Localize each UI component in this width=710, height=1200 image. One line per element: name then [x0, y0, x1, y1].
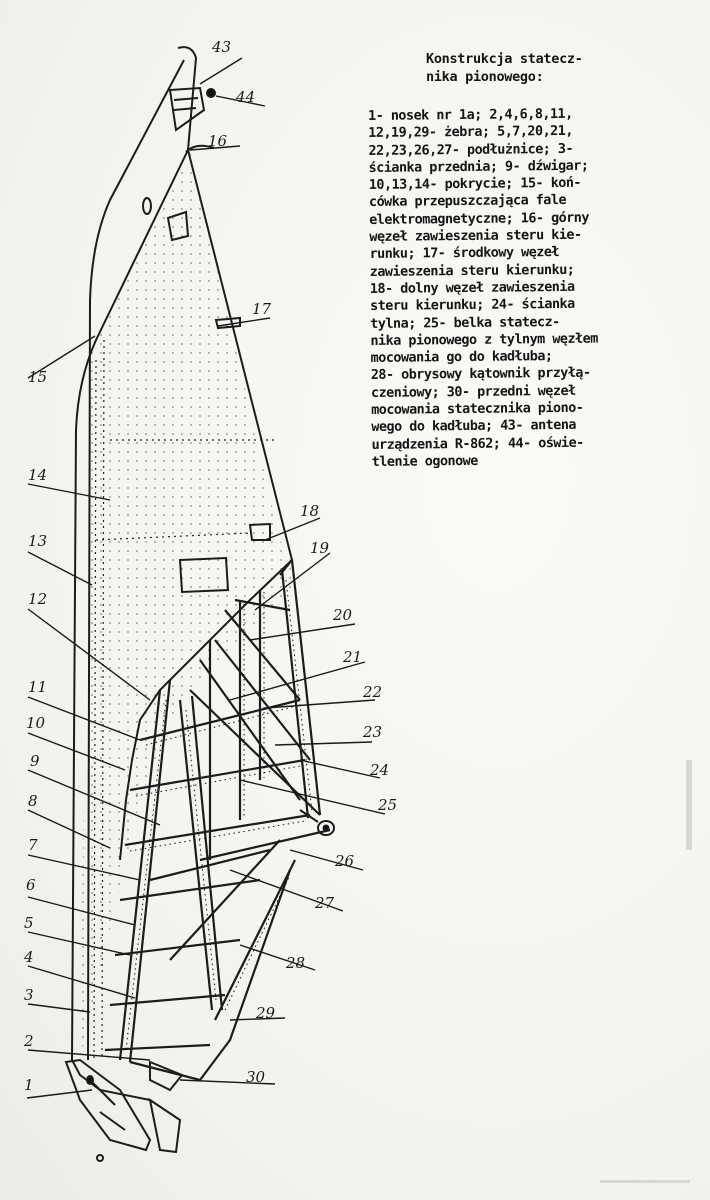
- callout-14: 14: [28, 466, 48, 484]
- callout-21: 21: [343, 648, 363, 666]
- callout-11: 11: [28, 678, 48, 696]
- callout-7: 7: [28, 836, 38, 854]
- callout-19: 19: [310, 539, 330, 557]
- leader-20: [250, 624, 355, 640]
- leader-24: [300, 760, 380, 778]
- leader-23: [275, 742, 372, 745]
- callout-2: 2: [24, 1032, 34, 1050]
- caption-line: tylna; 25- belka statecz-: [370, 313, 560, 332]
- callout-28: 28: [286, 954, 306, 972]
- leader-3: [28, 1004, 90, 1012]
- caption-body: [368, 104, 710, 471]
- leader-21: [230, 662, 365, 700]
- callout-18: 18: [300, 502, 320, 520]
- callout-12: 12: [28, 590, 48, 608]
- caption-line: mocowania go do kadłuba;: [370, 348, 553, 367]
- caption-line: 1- nosek nr 1a; 2,4,6,8,11,: [368, 105, 573, 124]
- caption-title: Konstrukcja statecz- nika pionowego:: [426, 51, 583, 85]
- callout-26: 26: [335, 852, 355, 870]
- caption-line: ścianka przednia; 9- dźwigar;: [368, 157, 589, 176]
- callout-16: 16: [208, 132, 228, 150]
- callout-44: 44: [236, 88, 256, 106]
- caption-line: 10,13,14- pokrycie; 15- koń-: [368, 174, 582, 194]
- scan-artifact: [600, 1180, 690, 1183]
- caption-line: nika pionowego z tylnym węzłem: [370, 330, 598, 349]
- caption-line: wego do kadłuba; 43- antena: [371, 417, 577, 436]
- caption-line: steru kierunku; 24- ścianka: [369, 296, 575, 315]
- leader-13: [28, 552, 92, 585]
- callout-1: 1: [24, 1076, 34, 1094]
- callout-13: 13: [28, 532, 48, 550]
- callout-22: 22: [363, 683, 383, 701]
- caption-line: 12,19,29- żebra; 5,7,20,21,: [368, 123, 573, 142]
- callout-20: 20: [333, 606, 353, 624]
- leader-5: [28, 932, 130, 955]
- caption-block: [368, 50, 708, 471]
- caption-line: mocowania statecznika piono-: [371, 399, 584, 419]
- leader-6: [28, 897, 135, 925]
- caption-line: elektromagnetyczne; 16- górny: [369, 209, 590, 228]
- callout-6: 6: [26, 876, 36, 894]
- callout-30: 30: [246, 1068, 266, 1086]
- callout-17: 17: [252, 300, 272, 318]
- callout-5: 5: [24, 914, 34, 932]
- caption-line: urządzenia R-862; 44- oświe-: [371, 434, 584, 453]
- front-mount-node: [66, 1060, 182, 1161]
- callout-4: 4: [24, 948, 34, 966]
- callout-43: 43: [212, 38, 232, 56]
- callout-8: 8: [28, 792, 38, 810]
- callout-9: 9: [30, 752, 40, 770]
- caption-line: zawieszenia steru kierunku;: [369, 261, 575, 280]
- callout-23: 23: [363, 723, 383, 741]
- caption-line: 18- dolny węzeł zawieszenia: [369, 278, 575, 297]
- caption-line: czeniowy; 30- przedni węzeł: [370, 382, 576, 401]
- callout-27: 27: [315, 894, 335, 912]
- scan-artifact: [686, 760, 692, 850]
- caption-line: 22,23,26,27- podłużnice; 3-: [368, 140, 574, 159]
- leader-43: [200, 58, 242, 84]
- leader-1: [27, 1090, 92, 1098]
- callout-29: 29: [256, 1004, 276, 1022]
- caption-line: cówka przepuszczająca fale: [368, 192, 567, 211]
- callout-24: 24: [370, 761, 390, 779]
- caption-line: runku; 17- środkowy węzeł: [369, 244, 560, 263]
- callout-15: 15: [28, 368, 48, 386]
- callout-3: 3: [24, 986, 34, 1004]
- caption-line: 28- obrysowy kątownik przyłą-: [370, 365, 591, 384]
- caption-line: węzeł zawieszenia steru kie-: [369, 226, 582, 246]
- callout-10: 10: [26, 714, 46, 732]
- callout-25: 25: [378, 796, 398, 814]
- caption-line: tlenie ogonowe: [371, 452, 478, 470]
